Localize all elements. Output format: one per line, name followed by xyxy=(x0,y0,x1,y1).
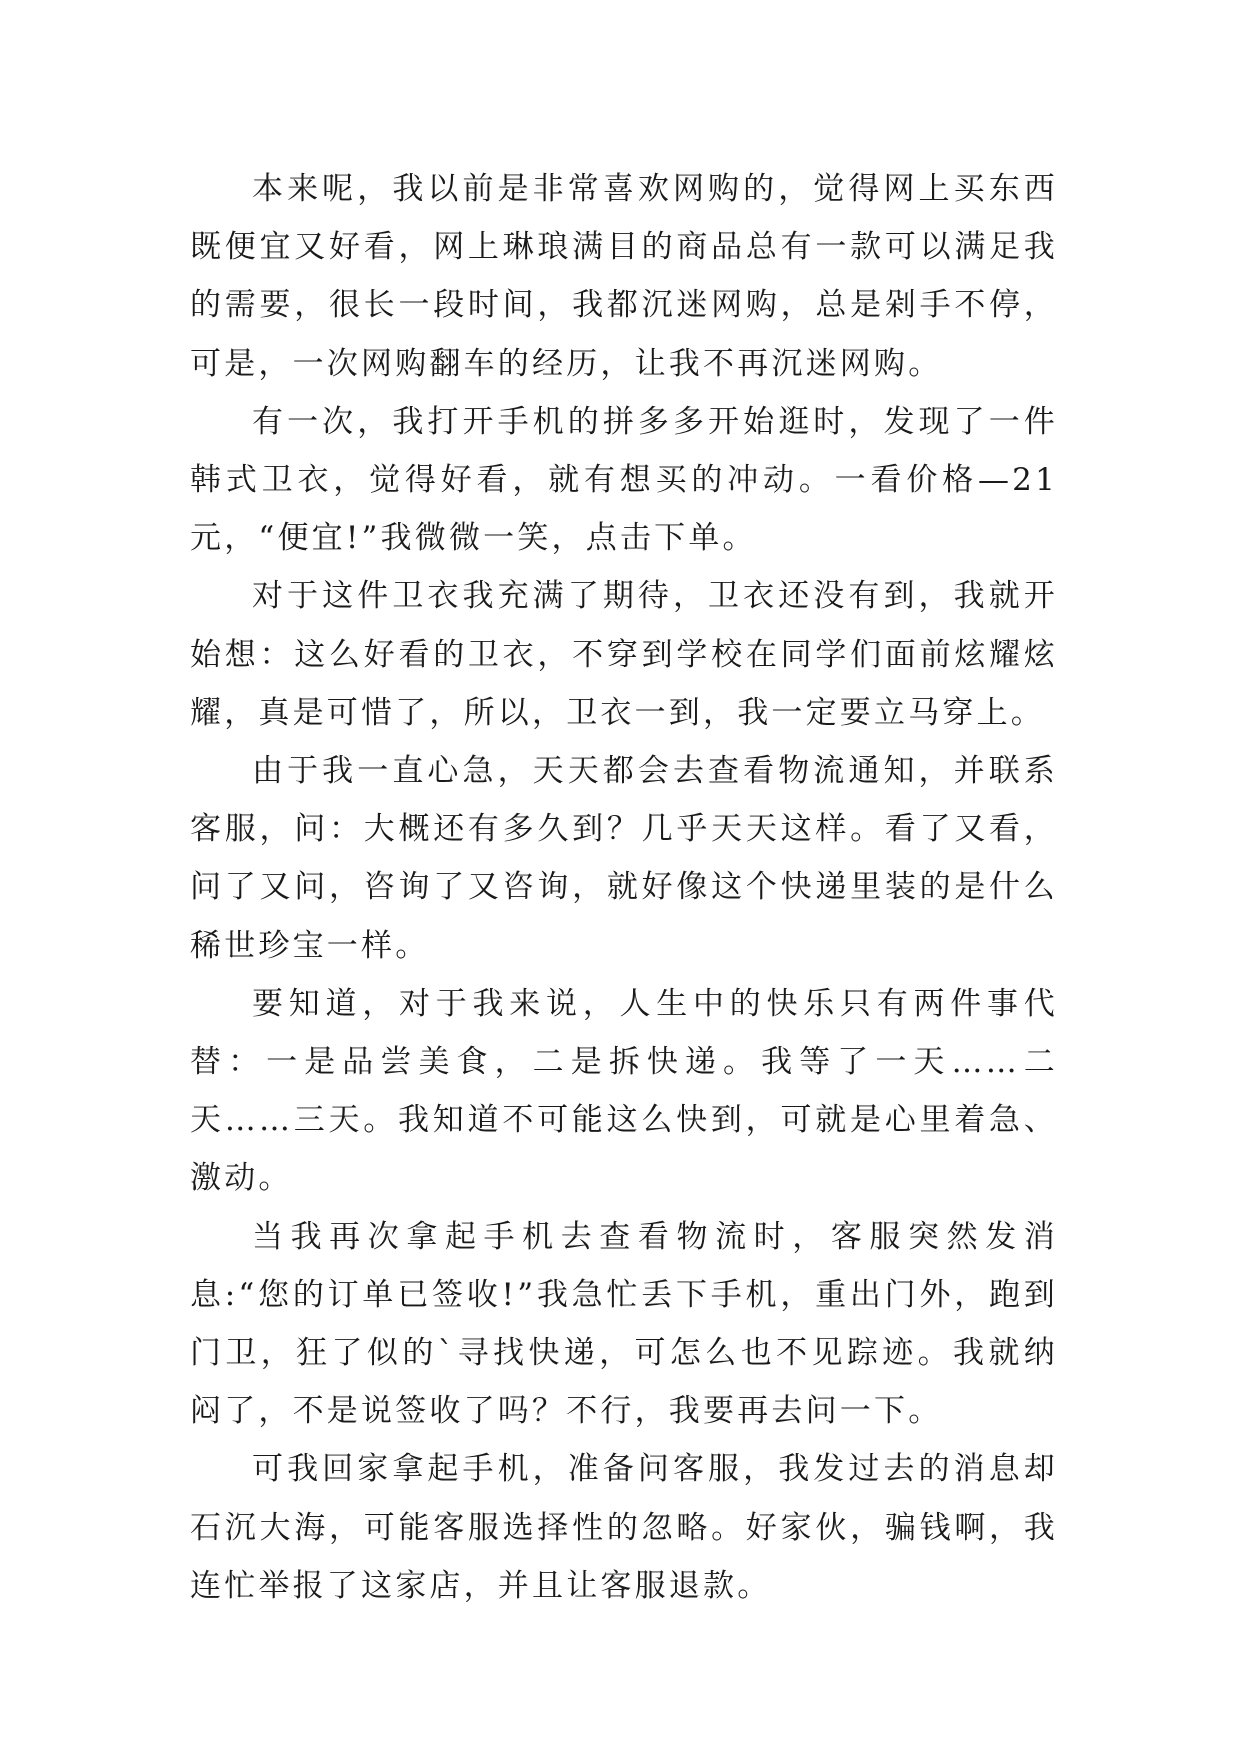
paragraph-5: 要知道，对于我来说，人生中的快乐只有两件事代替：一是品尝美食，二是拆快递。我等了一天……二天……三天。我知道不可能这么快到，可就是心里着急、激动。 xyxy=(190,985,1058,1197)
paragraph-3: 对于这件卫衣我充满了期待，卫衣还没有到，我就开始想：这么好看的卫衣，不穿到学校在同学们面前炫耀炫耀，真是可惜了，所以，卫衣一到，我一定要立马穿上。 xyxy=(190,578,1058,731)
paragraph-4: 由于我一直心急，天天都会去查看物流通知，并联系客服，问：大概还有多久到？几乎天天这样。看了又看，问了又问，咨询了又咨询，就好像这个快递里装的是什么稀世珍宝一样。 xyxy=(190,753,1058,964)
article-body xyxy=(190,160,1058,1615)
paragraph-1: 本来呢，我以前是非常喜欢网购的，觉得网上买东西既便宜又好看，网上琳琅满目的商品总有一款可以满足我的需要，很长一段时间，我都沉迷网购，总是剁手不停，可是，一次网购翻车的经历，让我不再沉迷网购。 xyxy=(190,171,1058,382)
paragraph-7: 可我回家拿起手机，准备问客服，我发过去的消息却石沉大海，可能客服选择性的忽略。好家伙，骗钱啊，我连忙举报了这家店，并且让客服退款。 xyxy=(190,1451,1058,1604)
paragraph-2: 有一次，我打开手机的拼多多开始逛时，发现了一件韩式卫衣，觉得好看，就有想买的冲动。一看价格—21元，“便宜!”我微微一笑，点击下单。 xyxy=(190,403,1058,557)
paragraph-6: 当我再次拿起手机去查看物流时，客服突然发消息:“您的订单已签收!”我急忙丢下手机，重出门外，跑到门卫，狂了似的`寻找快递，可怎么也不见踪迹。我就纳闷了，不是说签收了吗？不行，我要再去问一下。 xyxy=(190,1218,1058,1430)
